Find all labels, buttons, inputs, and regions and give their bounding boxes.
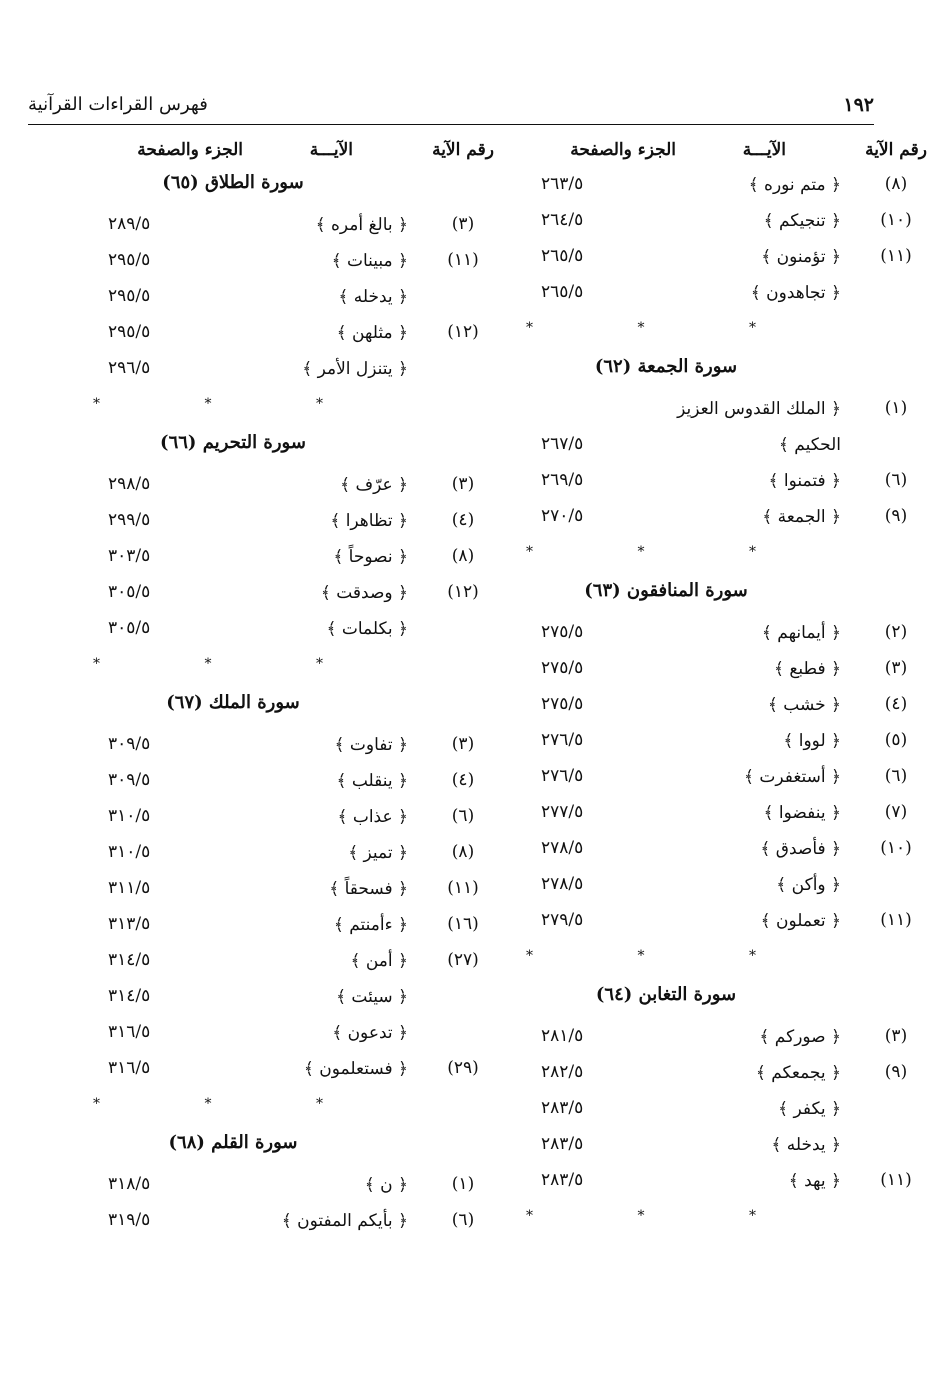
index-row — [23, 506, 475, 542]
volume-page: ٢٧٨/٥ — [541, 874, 584, 894]
ayah-number: (١١) — [880, 910, 912, 930]
ayah-text: ﴿ ءأمنتم ﴾ — [333, 915, 408, 935]
index-row — [456, 1022, 908, 1058]
right-column — [456, 136, 927, 1242]
volume-page: ٢٦٧/٥ — [541, 434, 584, 454]
ayah-number: (٦) — [884, 470, 908, 490]
volume-page: ٣١٩/٥ — [108, 1210, 151, 1230]
ayah-number: (٥) — [884, 730, 908, 750]
ayah-text: ﴿ تظاهرا ﴾ — [330, 511, 408, 531]
volume-page: ٣٠٣/٥ — [108, 546, 151, 566]
index-row — [23, 282, 443, 318]
volume-page: ٢٦٥/٥ — [541, 246, 584, 266]
ayah-number: (١١) — [880, 246, 912, 266]
ayah-text: ﴿ الملك القدوس العزيز — [677, 399, 841, 419]
ayah-number: (٦) — [451, 806, 475, 826]
ayah-text: ﴿ خشب ﴾ — [767, 695, 841, 715]
volume-page: ٢٨٩/٥ — [108, 214, 151, 234]
volume-page: ٣٠٩/٥ — [108, 734, 151, 754]
index-row — [456, 242, 912, 278]
index-row — [456, 430, 876, 466]
surah-title: سورة الطلاق (٦٥) — [162, 172, 304, 193]
volume-page: ٣١٦/٥ — [108, 1022, 151, 1042]
volume-page: ٢٦٥/٥ — [541, 282, 584, 302]
ayah-number: (٨) — [451, 842, 475, 862]
section-divider — [23, 650, 443, 690]
header-ayah: الآيـــة — [742, 140, 786, 160]
header-ayah: الآيـــة — [309, 140, 353, 160]
section-divider — [456, 942, 876, 982]
ayah-number: (٣) — [884, 1026, 908, 1046]
index-row — [23, 1206, 475, 1242]
column-header — [23, 136, 494, 170]
volume-page: ٢٩٥/٥ — [108, 286, 151, 306]
volume-page: ٣١٨/٥ — [108, 1174, 151, 1194]
ayah-text: ﴿ عرّف ﴾ — [340, 475, 408, 495]
index-row — [23, 982, 443, 1018]
surah-title: سورة الجمعة (٦٢) — [594, 356, 738, 377]
ayah-text: ﴿ فأصدق ﴾ — [760, 839, 841, 859]
column-header — [456, 136, 927, 170]
ayah-number: (٣) — [451, 734, 475, 754]
ayah-text: ﴿ تعملون ﴾ — [760, 911, 841, 931]
volume-page: ٢٧٩/٥ — [541, 910, 584, 930]
volume-page: ٣٠٥/٥ — [108, 582, 151, 602]
ayah-number: (٣) — [884, 658, 908, 678]
surah-title: سورة التحريم (٦٦) — [160, 432, 306, 453]
volume-page: ٢٧٠/٥ — [541, 506, 584, 526]
ayah-number: (١٢) — [447, 582, 479, 602]
ayah-text: ﴿ يهد ﴾ — [788, 1171, 841, 1191]
index-row — [23, 802, 475, 838]
ayah-number: (٨) — [451, 546, 475, 566]
ayah-text: ﴿ عذاب ﴾ — [337, 807, 408, 827]
volume-page: ٢٧٥/٥ — [541, 694, 584, 714]
ayah-text: ﴿ صوركم ﴾ — [759, 1027, 841, 1047]
index-row — [23, 542, 475, 578]
volume-page: ٢٧٥/٥ — [541, 658, 584, 678]
index-row — [456, 906, 912, 942]
index-row — [23, 1018, 443, 1054]
volume-page: ٢٧٦/٥ — [541, 766, 584, 786]
volume-page: ٢٦٤/٥ — [541, 210, 584, 230]
index-row — [456, 834, 912, 870]
volume-page: ٢٩٥/٥ — [108, 250, 151, 270]
index-row — [456, 206, 912, 242]
volume-page: ٢٨١/٥ — [541, 1026, 584, 1046]
divider-stars: * * * — [526, 1208, 806, 1224]
ayah-text: ﴿ نصوحاً ﴾ — [333, 547, 408, 567]
ayah-text: ﴿ وأكن ﴾ — [776, 875, 841, 895]
index-row — [456, 1130, 876, 1166]
divider-stars: * * * — [93, 1096, 373, 1112]
volume-page: ٢٩٥/٥ — [108, 322, 151, 342]
ayah-text: ﴿ تؤمنون ﴾ — [761, 247, 841, 267]
ayah-text: ﴿ يكفر ﴾ — [778, 1099, 841, 1119]
volume-page: ٢٧٦/٥ — [541, 730, 584, 750]
ayah-text: ﴿ متم نوره ﴾ — [748, 175, 841, 195]
volume-page: ٣٠٩/٥ — [108, 770, 151, 790]
index-row — [23, 470, 475, 506]
index-row — [23, 246, 479, 282]
ayah-number: (١١) — [880, 1170, 912, 1190]
ayah-text: ﴿ بكلمات ﴾ — [326, 619, 408, 639]
ayah-text: ﴿ ينفضوا ﴾ — [763, 803, 841, 823]
index-row — [456, 870, 876, 906]
index-row — [456, 466, 908, 502]
ayah-number: (٤) — [451, 510, 475, 530]
ayah-text: ﴿ فستعلمون ﴾ — [303, 1059, 408, 1079]
ayah-text: ﴿ بأيكم المفتون ﴾ — [281, 1211, 408, 1231]
header-ayah-number: رقم الآية — [432, 140, 494, 160]
surah-title: سورة التغابن (٦٤) — [595, 984, 737, 1005]
ayah-number: (٢٧) — [447, 950, 479, 970]
index-row — [23, 910, 479, 946]
volume-page: ٢٦٩/٥ — [541, 470, 584, 490]
volume-page: ٢٨٢/٥ — [541, 1062, 584, 1082]
index-row — [23, 1054, 479, 1090]
ayah-number: (٣) — [451, 214, 475, 234]
index-row — [23, 946, 479, 982]
ayah-number: (١٠) — [880, 838, 912, 858]
volume-page: ٣١١/٥ — [108, 878, 151, 898]
index-row — [456, 1094, 876, 1130]
ayah-text: ﴿ تفاوت ﴾ — [334, 735, 408, 755]
ayah-text: ﴿ يتنزل الأمر ﴾ — [302, 359, 408, 379]
surah-heading — [23, 1130, 443, 1170]
ayah-text: ﴿ ينقلب ﴾ — [336, 771, 408, 791]
index-row — [23, 874, 479, 910]
ayah-text: ﴿ أمن ﴾ — [350, 951, 408, 971]
ayah-text: ﴿ سيئت ﴾ — [336, 987, 408, 1007]
surah-title: سورة الملك (٦٧) — [166, 692, 300, 713]
ayah-number: (٤) — [451, 770, 475, 790]
volume-page: ٣١٤/٥ — [108, 950, 151, 970]
volume-page: ٢٩٩/٥ — [108, 510, 151, 530]
index-row — [456, 798, 908, 834]
divider-stars: * * * — [526, 544, 806, 560]
volume-page: ٢٧٧/٥ — [541, 802, 584, 822]
volume-page: ٢٧٥/٥ — [541, 622, 584, 642]
ayah-number: (١٢) — [447, 322, 479, 342]
index-row — [456, 502, 908, 538]
ayah-number: (٢) — [884, 622, 908, 642]
index-row — [456, 726, 908, 762]
ayah-number: (٩) — [884, 506, 908, 526]
volume-page: ٢٧٨/٥ — [541, 838, 584, 858]
divider-stars: * * * — [93, 396, 373, 412]
ayah-number: (١١) — [447, 250, 479, 270]
ayah-number: (١) — [884, 398, 908, 418]
ayah-text: ﴿ مبينات ﴾ — [331, 251, 408, 271]
volume-page: ٢٨٣/٥ — [541, 1170, 584, 1190]
ayah-number: (١) — [451, 1174, 475, 1194]
index-row — [23, 730, 475, 766]
ayah-text: ﴿ لووا ﴾ — [783, 731, 841, 751]
volume-page: ٢٨٣/٥ — [541, 1134, 584, 1154]
ayah-number: (٦) — [884, 766, 908, 786]
ayah-number: (٨) — [884, 174, 908, 194]
index-row — [23, 1170, 475, 1206]
surah-heading — [23, 690, 443, 730]
surah-heading — [456, 578, 876, 618]
index-row — [456, 1166, 912, 1202]
index-row — [23, 318, 479, 354]
section-divider — [456, 1202, 876, 1242]
ayah-text: ﴿ يجمعكم ﴾ — [755, 1063, 841, 1083]
header-volume-page: الجزء والصفحة — [137, 140, 243, 160]
ayah-number: (٩) — [884, 1062, 908, 1082]
ayah-text: ﴿ يدخله ﴾ — [338, 287, 408, 307]
header-volume-page: الجزء والصفحة — [570, 140, 676, 160]
volume-page: ٢٩٦/٥ — [108, 358, 151, 378]
index-row — [23, 766, 475, 802]
ayah-text: ﴿ تدعون ﴾ — [332, 1023, 408, 1043]
running-title: فهرس القراءات القرآنية — [28, 94, 208, 115]
ayah-text: ﴿ يدخله ﴾ — [771, 1135, 841, 1155]
index-row — [23, 838, 475, 874]
ayah-text: ﴿ مثلهن ﴾ — [336, 323, 408, 343]
volume-page: ٣١٤/٥ — [108, 986, 151, 1006]
volume-page: ٣١٠/٥ — [108, 842, 151, 862]
section-divider — [456, 538, 876, 578]
surah-title: سورة القلم (٦٨) — [168, 1132, 298, 1153]
left-column — [23, 136, 494, 1242]
volume-page: ٣١٠/٥ — [108, 806, 151, 826]
volume-page: ٣٠٥/٥ — [108, 618, 151, 638]
index-row — [23, 578, 479, 614]
ayah-text: ﴿ وصدقت ﴾ — [320, 583, 408, 603]
divider-stars: * * * — [526, 948, 806, 964]
page-header — [28, 94, 874, 120]
volume-page: ٢٩٨/٥ — [108, 474, 151, 494]
divider-stars: * * * — [93, 656, 373, 672]
ayah-text: ﴿ بالغ أمره ﴾ — [315, 215, 408, 235]
page-number: ١٩٢ — [843, 94, 874, 116]
index-row — [456, 170, 908, 206]
ayah-text: ﴿ تنجيكم ﴾ — [763, 211, 841, 231]
surah-heading — [23, 430, 443, 470]
ayah-number: (١١) — [447, 878, 479, 898]
index-row — [456, 394, 908, 430]
header-ayah-number: رقم الآية — [865, 140, 927, 160]
index-row — [456, 278, 876, 314]
section-divider — [456, 314, 876, 354]
volume-page: ٣١٦/٥ — [108, 1058, 151, 1078]
index-row — [456, 690, 908, 726]
ayah-number: (٤) — [884, 694, 908, 714]
section-divider — [23, 1090, 443, 1130]
ayah-text: ﴿ ن ﴾ — [364, 1175, 408, 1195]
volume-page: ٢٨٣/٥ — [541, 1098, 584, 1118]
ayah-text: ﴿ أيمانهم ﴾ — [761, 623, 841, 643]
index-row — [456, 618, 908, 654]
surah-heading — [456, 354, 876, 394]
ayah-text: ﴿ تجاهدون ﴾ — [750, 283, 841, 303]
ayah-number: (٣) — [451, 474, 475, 494]
volume-page: ٢٦٣/٥ — [541, 174, 584, 194]
index-row — [23, 210, 475, 246]
index-row — [456, 654, 908, 690]
ayah-text: ﴿ تميز ﴾ — [348, 843, 408, 863]
ayah-text: ﴿ فطبع ﴾ — [774, 659, 841, 679]
ayah-text: الحكيم ﴾ — [778, 435, 841, 455]
volume-page: ٣١٣/٥ — [108, 914, 151, 934]
divider-stars: * * * — [526, 320, 806, 336]
ayah-number: (١٠) — [880, 210, 912, 230]
surah-heading — [23, 170, 443, 210]
index-row — [456, 1058, 908, 1094]
index-row — [456, 762, 908, 798]
ayah-text: ﴿ فسحقاً ﴾ — [329, 879, 408, 899]
ayah-number: (٧) — [884, 802, 908, 822]
ayah-text: ﴿ الجمعة ﴾ — [762, 507, 841, 527]
ayah-number: (١٦) — [447, 914, 479, 934]
ayah-text: ﴿ أستغفرت ﴾ — [743, 767, 841, 787]
surah-heading — [456, 982, 876, 1022]
header-rule — [28, 124, 874, 125]
section-divider — [23, 390, 443, 430]
ayah-number: (٦) — [451, 1210, 475, 1230]
ayah-text: ﴿ فتمنوا ﴾ — [768, 471, 841, 491]
index-row — [23, 614, 443, 650]
surah-title: سورة المنافقون (٦٣) — [584, 580, 748, 601]
index-row — [23, 354, 443, 390]
ayah-number: (٢٩) — [447, 1058, 479, 1078]
